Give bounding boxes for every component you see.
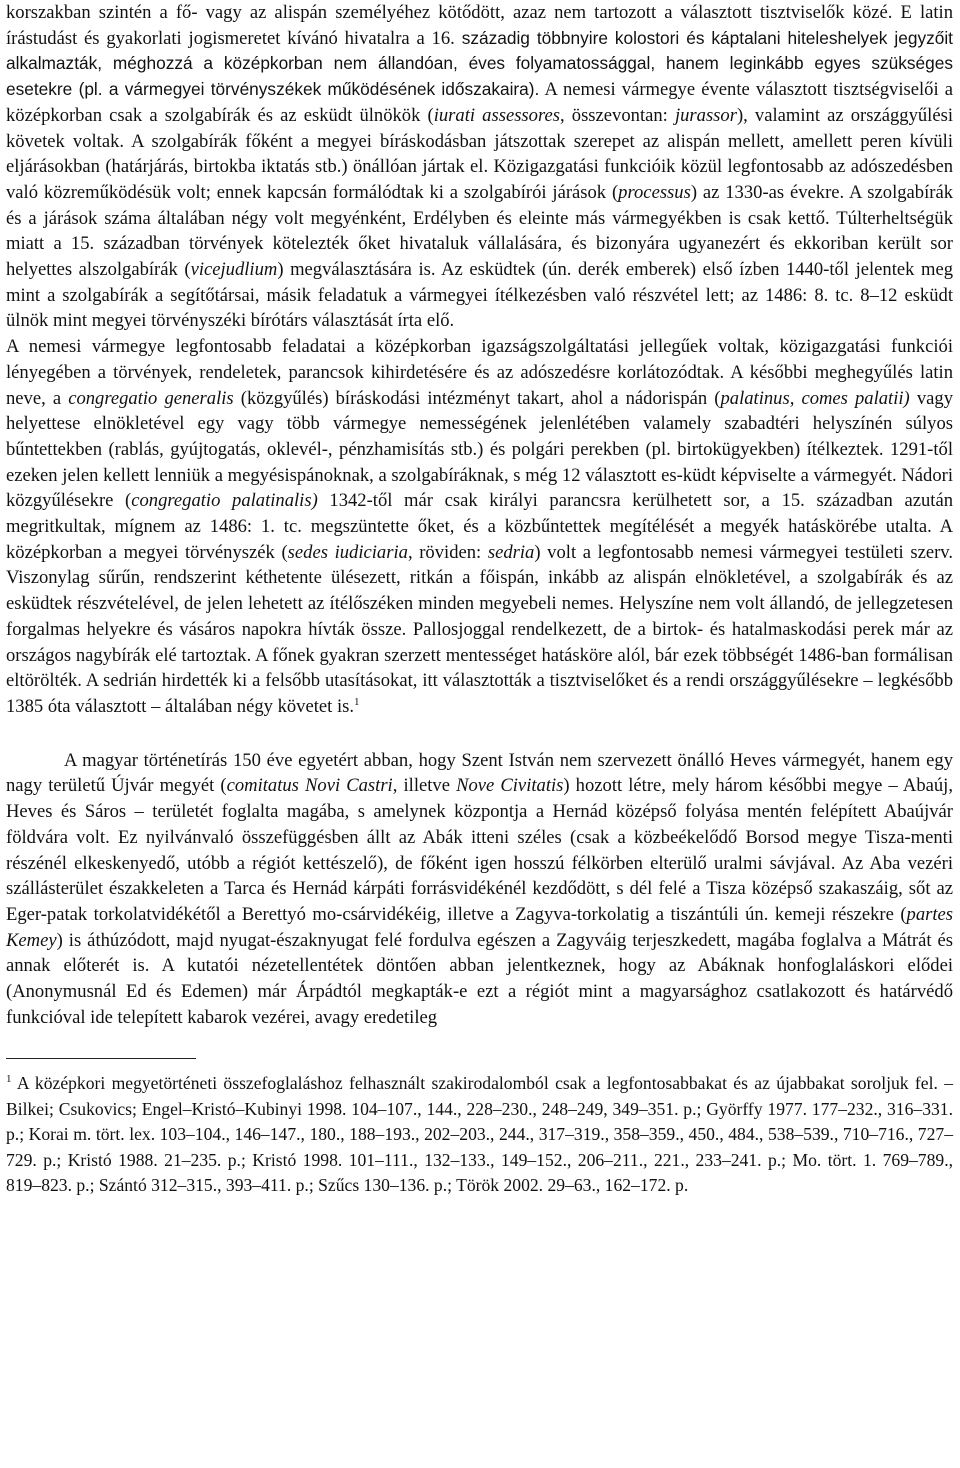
paragraph-text: ) az 1330-as évekre. A szolgabírák és a járások száma általában négy volt megyénként, Erdélyben és eleinte más vármegyékben is csak kettő. Túlterheltségük miatt a 15. században törvények kötelezték őket hivataluk vállalására, és bizonyára ugyanezért és ekkoriban került sor helyettes alszolgabírák ( (6, 181, 953, 281)
latin-term: vicejudlium (190, 259, 278, 281)
paragraph-text: ), valamint az országgyűlési követek voltak. (6, 104, 953, 152)
paragraph-text: ) hozott létre, mely három későbbi megye – Abaúj, Heves és Sáros – területét foglalta magába, s amelynek központja a Hernád középső folyása mentén felépített Abaújvár földvára volt. Ez nyilvánvaló összefüggésben állt az Abák itteni széles (csak a közbeékelődő Borsod megye Tisza-menti részénél elkeskenyedő, utóbb a régiót kettészelő), de főként igen hosszú félkörben elterülő uralmi sávjával. Az Aba vezéri szállásterület északkeleten a Tarca és Hernád kárpáti forrásvidékénél kezdődött, s dél felé a Tisza középső szakaszáig, sőt az Eger-patak torkolatvidékétől a Berettyó mo-csárvidékéig, illetve a Zagyva-torkolatig a tiszántúli ún. kemeji részekre ( (6, 775, 953, 925)
paragraph-text: korszakban szintén a fő- vagy az alispán személyéhez kötődött, azaz nem tartozott a választott tisztviselők közé. E latin írástudást és gyakorlati jogismeretet kívánó hivatalra a 16. (6, 2, 953, 49)
latin-term: iurati assessores (433, 104, 560, 126)
footnote-reference[interactable]: 1 (354, 695, 360, 708)
paragraph-text: A nemesi vármegye legfontosabb feladatai a középkorban igazságszolgáltatási jellegűek voltak, közigazgatási funkciói lényegében a törvények, rendeletek, parancsok kihirdetésére és az adószedésre korlátozódtak. A későbbi meghegyűlés latin neve, a (6, 336, 953, 409)
paragraph-text: A szolgabírák főként a megyei bíráskodásban játszottak szerepet az alispán mellett, amellett peren kívüli eljárásokban (határjárás, birtokba iktatás stb.) önállóan jártak el. Közigazgatási funkcióik közül legfontosabb az adószedésben való közreműködésük volt; ennek kapcsán formálódtak ki a szolgabírói járások ( (6, 130, 953, 203)
paragraph-text: 1342-től már csak királyi parancsra kerülhetett sor, a 15. században azután megritkultak, mígnem az 1486: 1. tc. megszüntette őket, és a közbűntettek megítélését a megyék hatáskörébe utalta. A középkorban a megyei törvényszék ( (6, 490, 953, 563)
footnote (6, 1071, 953, 1199)
paragraph-text: , illetve (392, 775, 457, 797)
latin-term: Nove Civitatis (456, 775, 564, 797)
latin-term: jurassor (674, 104, 737, 126)
paragraph-spacer (6, 720, 953, 748)
paragraph-text-sans: századig többnyire kolostori és káptalani hiteleshelyek jegyzőit alkalmazták, méghozzá a középkorban nem állandóan, éves folyamatossággal, hanem leginkább egyes szükséges esetekre (pl. a vármegyei törvényszékek működésének időszakaira). (6, 27, 953, 100)
latin-term: palatinus, comes palatii) (720, 387, 910, 409)
paragraph-text: A magyar történetírás 150 éve egyetért abban, hogy Szent István nem szervezett önálló Heves vármegyét, hanem egy nagy területű Újvár megyét ( (6, 749, 953, 797)
paragraph-text: ) megválasztására is. Az esküdtek (ún. derék emberek) első ízben 1440-től jelentek meg mint a szolgabírák a segítőtársai, másik feladatuk a vármegyei ítélkezésben való részvétel lett; az 1486: 8. tc. 8–12 esküdt ülnök mint megyei törvényszéki bírótárs választását írta elő. (6, 259, 954, 332)
footnote-divider (6, 1058, 196, 1059)
paragraph-text: ) volt a legfontosabb nemesi vármegyei testületi szerv. Viszonylag sűrűn, rendszerint kéthetente ülésezett, ritkán a főispán, inkább az alispán elnökletével, a szolgabírák és az esküdtek részvételével, de jelen lehetett az ítélőszéken minden megyebeli nemes. Helyszíne nem volt állandó, de jellegzetesen forgalmas helyekre és vásáros napokra hívták össze. Pallosjoggal rendelkezett, de a birtok- és hatalmaskodási perek már az országos nagybírák elé tartoztak. A főnek gyakran szerzett mentességet hatásköre alól, bár ezek többségét 1486-ban formálisan eltörölték. A sedrián hirdették ki a felsőbb utasításokat, itt választották a tisztviselőket és a rendi országgyűlésekre – legkésőbb 1385 óta választott – általában négy követet is. (6, 541, 953, 717)
paragraph-1 (6, 0, 953, 334)
paragraph-text: A nemesi vármegye évente választott tisztségviselői a középkorban csak a szolgabírák és az esküdt ülnökök ( (6, 79, 953, 126)
latin-term: partes Kemey (6, 903, 953, 951)
paragraph-text: , röviden: (407, 541, 488, 563)
latin-term: congregatio palatinalis) (131, 490, 318, 512)
paragraph-3 (6, 748, 953, 1031)
paragraph-text: , összevontan: (560, 104, 675, 126)
latin-term: processus (618, 181, 691, 203)
paragraph-text: vagy helyettese elnökletével egy vagy több vármegye nemességének jelenlétében valamely szabadtéri helyszínén súlyos bűntettekben (rablás, gyújtogatás, oklevél-, pénzhamisítás stb.) és polgári perekben (pl. birtokügyekben) ítélkeztek. 1291-től ezeken jelen kellett lenniük a megyésispánoknak, a szolgabíráknak, s még 12 választott es-küdt képviselte a vármegyét. Nádori közgyűlésekre ( (6, 387, 953, 512)
latin-term: comitatus Novi Castri (226, 775, 393, 797)
latin-term: sedria (487, 541, 535, 563)
latin-term: congregatio generalis (68, 387, 234, 409)
paragraph-text: (közgyűlés) bíráskodási intézményt takart, ahol a nádorispán ( (233, 387, 721, 409)
footnote-number: 1 (6, 1073, 12, 1086)
footnote-text: A középkori megyetörténeti összefoglaláshoz felhasznált szakirodalomból csak a legfontosabbakat és az újabbakat soroljuk fel. – Bilkei; Csukovics; Engel–Kristó–Kubinyi 1998. 104–107., 144., 228–230., 248–249, 349–351. p.; Györffy 1977. 177–232., 316–331. p.; Korai m. tört. lex. 103–104., 146–147., 180., 188–193., 202–203., 244., 317–319., 358–359., 450., 484., 538–539., 710–716., 727–729. p.; Kristó 1988. 21–235. p.; Kristó 1998. 101–111., 132–133., 149–152., 206–211., 221., 233–241. p.; Mo. tört. 1. 769–789., 819–823. p.; Szántó 312–315., 393–411. p.; Szűcs 130–136. p.; Török 2002. 29–63., 162–172. p. (6, 1073, 953, 1196)
paragraph-text: ) is áthúzódott, majd nyugat-északnyugat felé fordulva egészen a Zagyváig terjeszkedett, magába foglalva a Mátrát és annak előterét is. A kutatói nézetellentétek döntően abban jelentkeznek, hogy az Abáknak honfoglaláskori elődei (Anonymusnál Ed és Edemen) már Árpádtól megkapták-e ezt a régiót mint a magyarsághoz csatlakozott és határvédő funkcióval ide telepített kabarok vezérei, avagy eredetileg (6, 929, 953, 1028)
latin-term: sedes iudiciaria (287, 541, 408, 563)
paragraph-2 (6, 334, 953, 720)
